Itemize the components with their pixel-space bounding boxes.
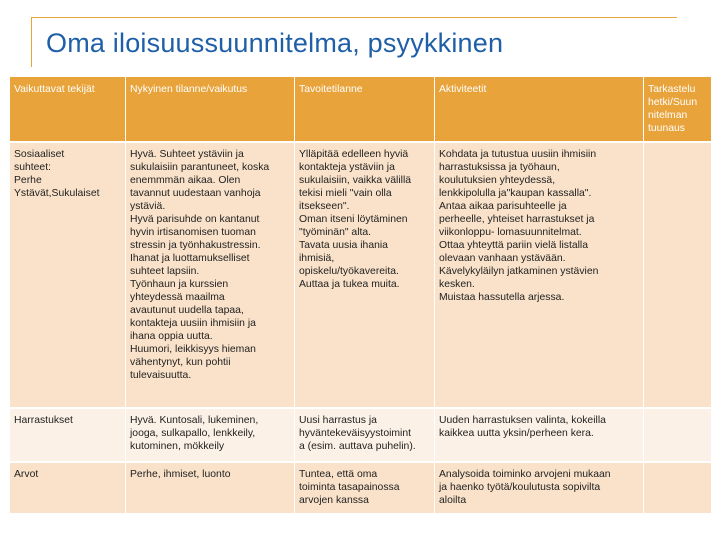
cell-activities — [435, 462, 644, 514]
cell-text-line: Analysoida toiminko arvojeni mukaan — [439, 469, 611, 480]
cell-text-line: Sosiaaliset — [14, 149, 65, 160]
cell-text-line: aloilta — [439, 495, 467, 506]
cell-text-line: Ihanat ja luottamukselliset — [130, 253, 250, 264]
table-row — [10, 408, 712, 462]
cell-review — [644, 462, 712, 514]
cell-factor — [10, 462, 126, 514]
cell-text-line: Uusi harrastus ja — [299, 415, 377, 426]
cell-text-line: avautunut uudella tapaa, — [130, 305, 244, 316]
cell-text-line: Ottaa yhteyttä pariin vielä listalla — [439, 240, 589, 251]
cell-text-line: perheelle, yhteiset harrastukset ja — [439, 214, 595, 225]
cell-text-line: opiskelu/työkavereita. — [299, 266, 399, 277]
cell-text-line: kutominen, mökkeily — [130, 441, 225, 452]
table-header-row — [10, 77, 712, 142]
cell-text-line: Työnhaun ja kurssien — [130, 279, 229, 290]
cell-text-line: tekisi mieli "vain olla — [299, 188, 392, 199]
cell-text-line: vähentynyt, kun pohtii — [130, 357, 231, 368]
cell-text-line: kaikkea uutta yksin/perheen kera. — [439, 428, 594, 439]
cell-review — [644, 142, 712, 408]
cell-current — [126, 462, 295, 514]
header-review: Tarkastelu hetki/Suun nitelman tuunaus — [644, 77, 712, 142]
cell-text-line: tavannut uudestaan vanhoja — [130, 188, 261, 199]
cell-text-line: olevaan vanhaan ystävään. — [439, 253, 566, 264]
cell-text-line: Hyvä parisuhde on kantanut — [130, 214, 260, 225]
cell-text-line: a (esim. auttava puhelin). — [299, 441, 416, 452]
cell-text-line: lenkkipolulla ja"kaupan kassalla". — [439, 188, 592, 199]
cell-text-line: stressin ja työnhakustressin. — [130, 240, 261, 251]
cell-text-line: tulevaisuutta. — [130, 370, 192, 381]
cell-text-line: Perhe — [14, 175, 42, 186]
cell-text-line: kesken. — [439, 279, 475, 290]
cell-text-line: viikonloppu- lomasuunnitelmat. — [439, 227, 582, 238]
cell-text-line: Ylläpitää edelleen hyviä — [299, 149, 409, 160]
cell-text-line: sukulaisiin, vaikka välillä — [299, 175, 412, 186]
cell-text-line: ihmisiä, — [299, 253, 335, 264]
cell-text-line: Tavata uusia ihania — [299, 240, 388, 251]
header-factors: Vaikuttavat tekijät — [10, 77, 126, 142]
cell-text-line: Tuntea, että oma — [299, 469, 378, 480]
cell-activities — [435, 408, 644, 462]
cell-text-line: yhteydessä maailma — [130, 292, 225, 303]
cell-text-line: enemmmän aikaa. Olen — [130, 175, 241, 186]
table-row — [10, 462, 712, 514]
cell-text-line: Harrastukset — [14, 415, 73, 426]
cell-text-line: arvojen kanssa — [299, 495, 369, 506]
cell-text-line: ihana oppia uutta. — [130, 331, 213, 342]
cell-factor — [10, 142, 126, 408]
cell-text-line: Hyvä. Suhteet ystäviin ja — [130, 149, 244, 160]
cell-review — [644, 408, 712, 462]
cell-text-line: ystäviä. — [130, 201, 166, 212]
cell-text-line: hyvin irtisanomisen tuoman — [130, 227, 256, 238]
cell-text-line: suhteet lapsiin. — [130, 266, 200, 277]
cell-text-line: Ystävät,Sukulaiset — [14, 188, 100, 199]
cell-text-line: Uuden harrastuksen valinta, kokeilla — [439, 415, 606, 426]
cell-text-line: Arvot — [14, 469, 39, 480]
cell-current — [126, 142, 295, 408]
cell-goal — [295, 142, 435, 408]
header-activities: Aktiviteetit — [435, 77, 644, 142]
cell-text-line: Muistaa hassutella arjessa. — [439, 292, 565, 303]
slide-title: Oma iloisuussuunnitelma, psyykkinen — [46, 28, 504, 58]
cell-text-line: sukulaisiin parantuneet, koska — [130, 162, 270, 173]
cell-text-line: suhteet: — [14, 162, 51, 173]
cell-text-line: Oman itseni löytäminen — [299, 214, 408, 225]
header-current-situation: Nykyinen tilanne/vaikutus — [126, 77, 295, 142]
cell-text-line: ja haenko työtä/koulutusta sopivilta — [439, 482, 601, 493]
cell-activities — [435, 142, 644, 408]
plan-table — [9, 77, 712, 515]
cell-text-line: Huumori, leikkisyys hieman — [130, 344, 256, 355]
cell-text-line: jooga, sulkapallo, lenkkeily, — [130, 428, 256, 439]
cell-text-line: kontakteja ystäviin ja — [299, 162, 395, 173]
cell-text-line: koulutuksien yhteydessä, — [439, 175, 556, 186]
cell-current — [126, 408, 295, 462]
cell-text-line: Hyvä. Kuntosali, lukeminen, — [130, 415, 259, 426]
cell-goal — [295, 408, 435, 462]
cell-text-line: harrastuksissa ja työhaun, — [439, 162, 560, 173]
header-goal: Tavoitetilanne — [295, 77, 435, 142]
cell-text-line: hyväntekeväisyystoimint — [299, 428, 412, 439]
cell-text-line: Auttaa ja tukea muita. — [299, 279, 400, 290]
cell-text-line: kontakteja uusiin ihmisiin ja — [130, 318, 256, 329]
cell-text-line: itsekseen". — [299, 201, 350, 212]
cell-text-line: Antaa aikaa parisuhteelle ja — [439, 201, 567, 212]
cell-factor — [10, 408, 126, 462]
cell-text-line: Perhe, ihmiset, luonto — [130, 469, 231, 480]
cell-text-line: toiminta tasapainossa — [299, 482, 400, 493]
cell-goal — [295, 462, 435, 514]
table-row — [10, 142, 712, 408]
title-frame-top-border — [31, 17, 677, 18]
cell-text-line: "työminän" alta. — [299, 227, 372, 238]
cell-text-line: Kohdata ja tutustua uusiin ihmisiin — [439, 149, 597, 160]
cell-text-line: Kävelykyläilyn jatkaminen ystävien — [439, 266, 599, 277]
title-frame-left-border — [31, 17, 32, 67]
